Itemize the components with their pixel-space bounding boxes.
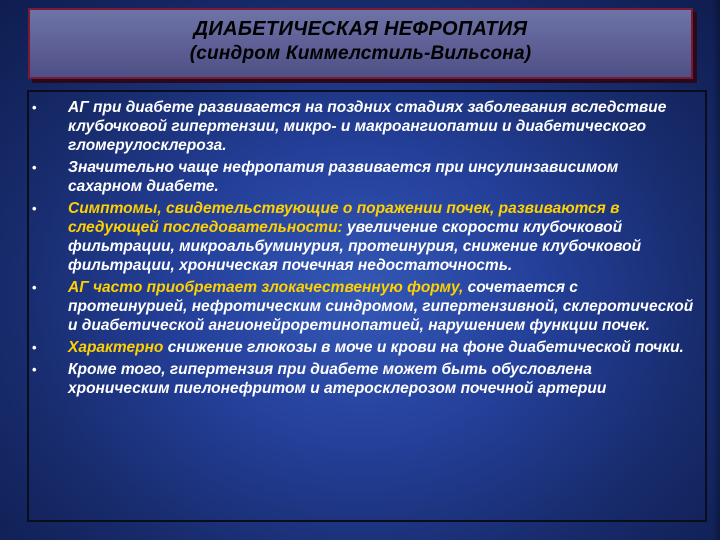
bullet-highlight-text: АГ часто приобретает злокачественную форму, (68, 279, 464, 296)
bullet-item-1 (29, 98, 695, 155)
bullet-item-2 (29, 158, 695, 196)
bullet-icon: • (32, 280, 37, 295)
bullet-item-4 (29, 278, 695, 335)
content-box (27, 90, 707, 522)
bullet-icon: • (32, 160, 37, 175)
bullet-item-5 (29, 338, 695, 357)
bullet-icon: • (32, 340, 37, 355)
bullet-icon: • (32, 201, 37, 216)
bullet-icon: • (32, 100, 37, 115)
bullet-text: увеличение скорости клубочковой фильтрации, микроальбуминурия, протеинурия, снижение клубочковой фильтрации, хроническая почечная недостаточность. (68, 219, 642, 274)
bullet-icon: • (32, 362, 37, 377)
bullet-highlight-text: Симптомы, свидетельствующие о поражении почек, развиваются в следующей последовательности: (68, 200, 620, 236)
slide-subtitle: (синдром Киммелстиль-Вильсона) (189, 43, 532, 64)
bullet-highlight-text: Характерно (68, 339, 164, 356)
bullet-item-6 (29, 360, 695, 398)
slide-edge-shadow (712, 0, 720, 540)
bullet-item-3 (29, 199, 695, 275)
bullet-list (29, 92, 705, 398)
bullet-text: АГ при диабете развивается на поздних стадиях заболевания вследствие клубочковой гипертензии, микро- и макроангиопатии и диабетического гломерулосклероза. (68, 99, 667, 154)
bullet-text: Кроме того, гипертензия при диабете может быть обусловлена хроническим пиелонефритом и атеросклерозом почечной артерии (68, 361, 607, 397)
bullet-text: сочетается с протеинурией, нефротическим синдромом, гипертензивной, склеротической и диабетической ангионейроретинопатией, нарушением функции почек. (68, 279, 694, 334)
bullet-text: Значительно чаще нефропатия развивается при инсулинзависимом сахарном диабете. (68, 159, 619, 195)
slide-title: ДИАБЕТИЧЕСКАЯ НЕФРОПАТИЯ (193, 18, 528, 40)
bullet-text: снижение глюкозы в моче и крови на фоне диабетической почки. (163, 339, 684, 356)
title-box (28, 8, 693, 79)
